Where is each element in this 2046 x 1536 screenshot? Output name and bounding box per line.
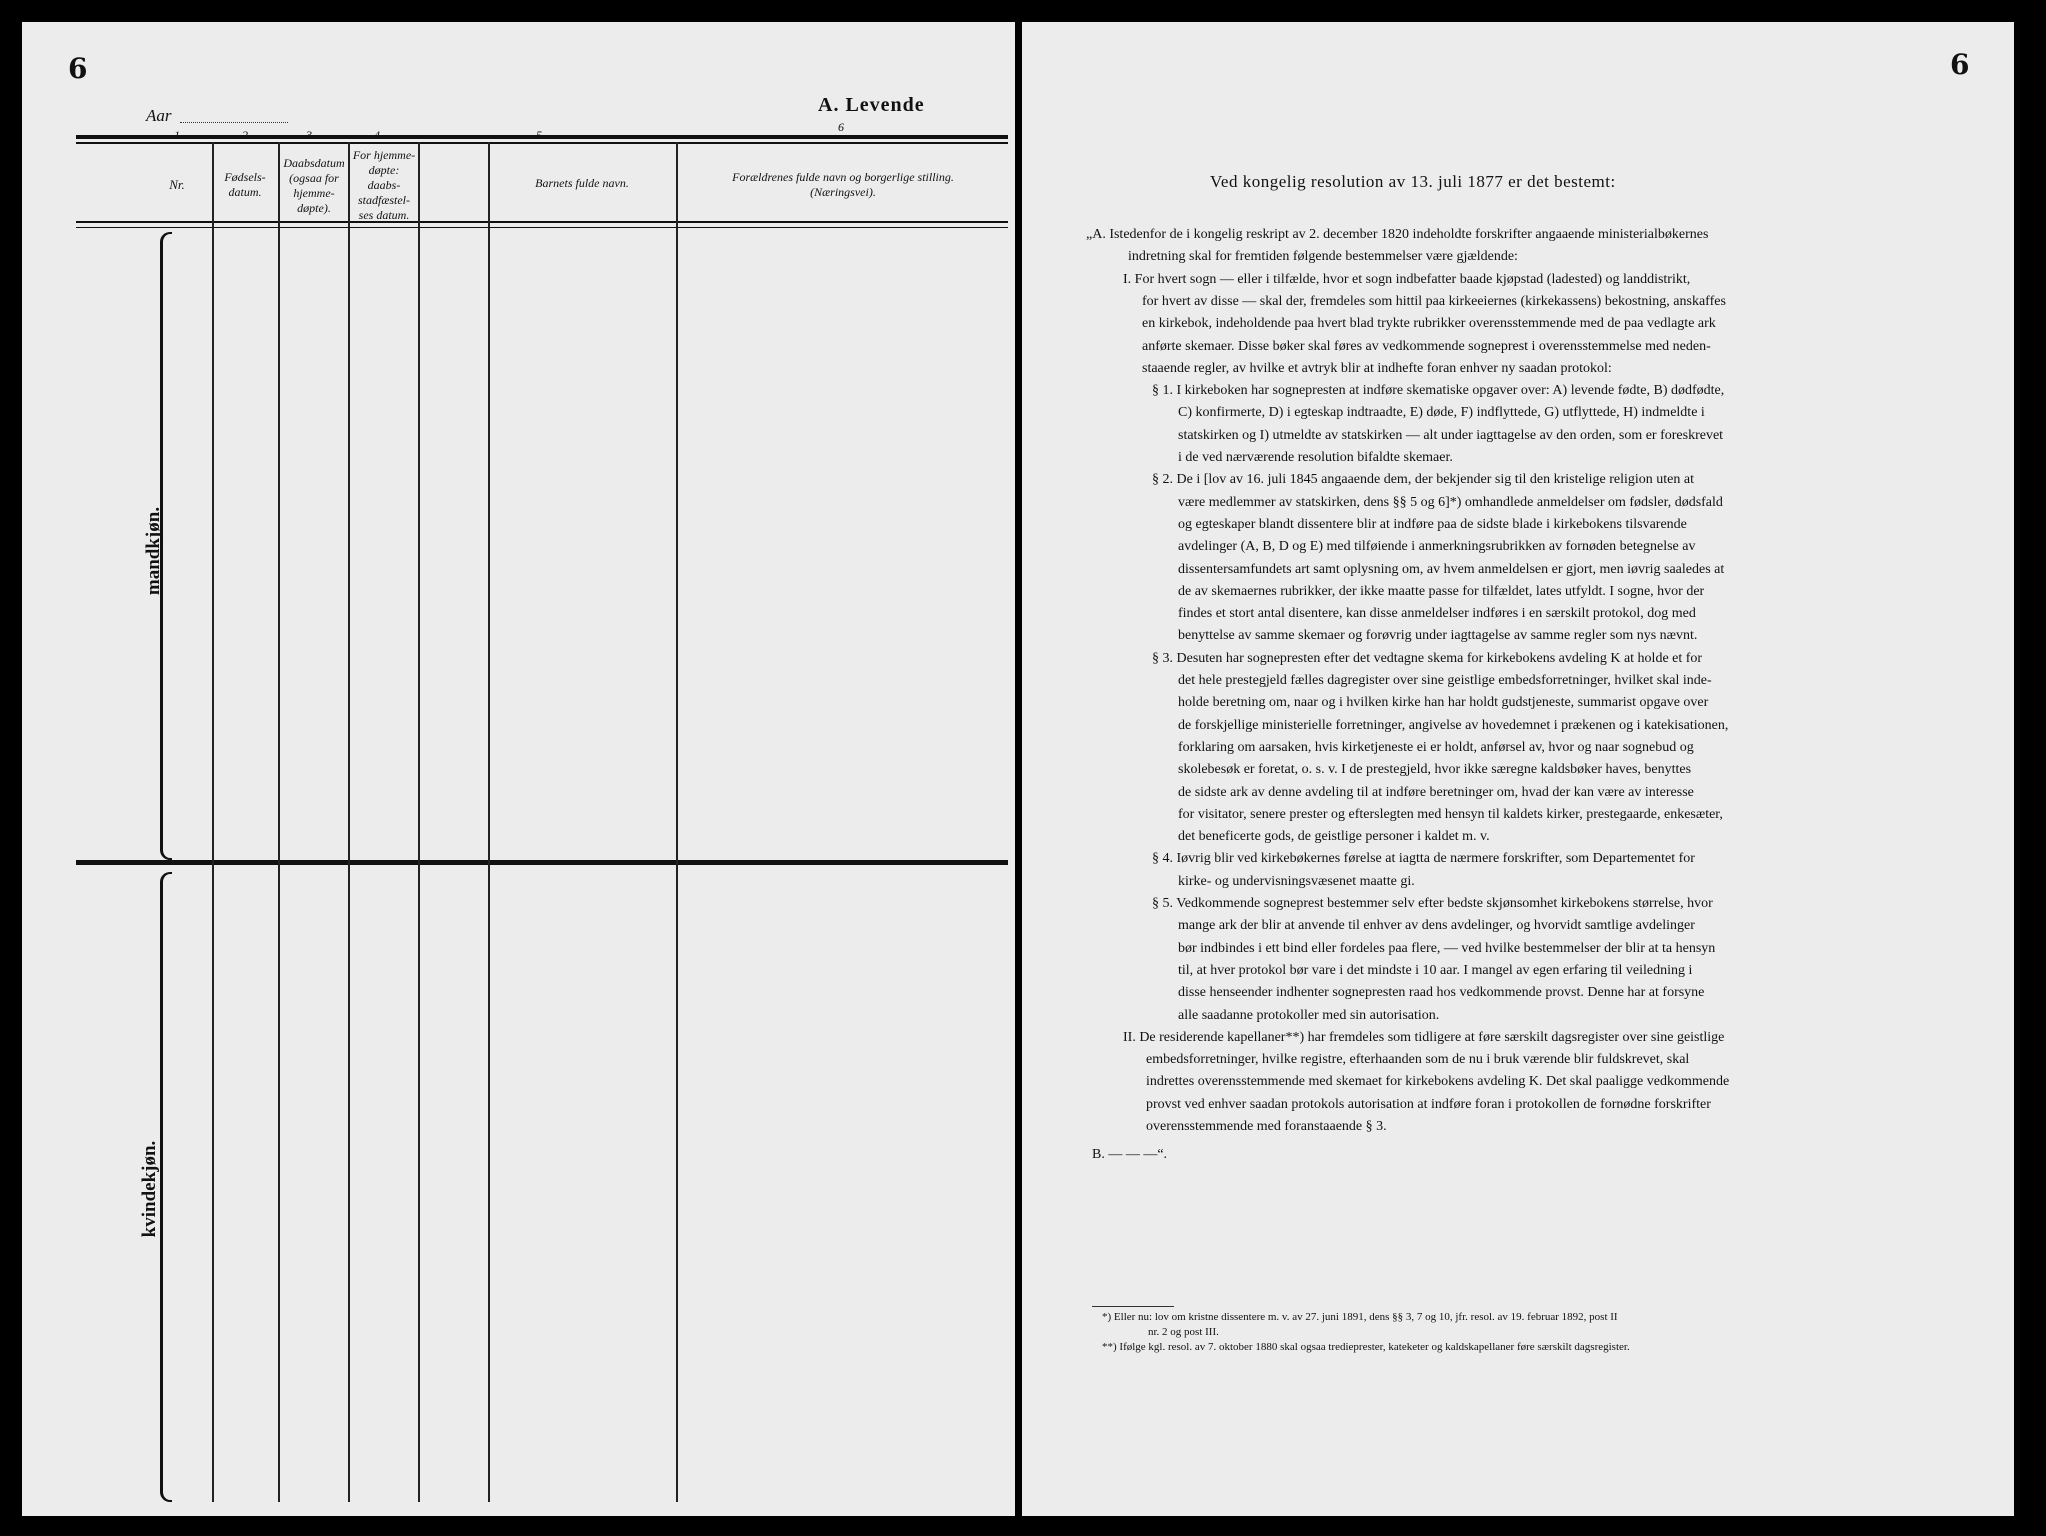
footnote: *) Eller nu: lov om kristne dissentere m. v. av 27. juni 1891, dens §§ 3, 7 og 10, jfr. resol. av 19. februar 1892, post II bbox=[1102, 1311, 1618, 1323]
column-rule bbox=[676, 142, 678, 1502]
header-line: ses datum. bbox=[358, 208, 410, 222]
resolution-line: statskirken og I) utmeldte av statskirken — alt under iagttagelse av den orden, som er foreskrevet bbox=[1178, 427, 1724, 443]
section-title: A. Levende bbox=[818, 94, 925, 116]
resolution-line: disse henseender indhenter sognepresten raad hos vedkommende provst. Denne har at forsyne bbox=[1178, 985, 1705, 1001]
resolution-line: avdelinger (A, B, D og E) med tilføiende i anmerkningsrubrikken av fornøden betegnelse av bbox=[1178, 539, 1696, 555]
header-line: (ogsaa for bbox=[289, 171, 339, 185]
footnote: **) Ifølge kgl. resol. av 7. oktober 1880 skal ogsaa tredieprester, kateketer og kaldskapellaner føre særskilt dagsregister. bbox=[1102, 1341, 1630, 1353]
resolution-line: for hvert av disse — skal der, fremdeles som hittil paa kirkeeiernes (kirkekassens) bekostning, anskaffes bbox=[1142, 293, 1726, 309]
resolution-line: det beneficerte gods, de geistlige personer i kaldet m. v. bbox=[1178, 829, 1490, 845]
header-nr: Nr. bbox=[169, 177, 185, 192]
header-top-rule-2 bbox=[76, 142, 1008, 144]
gender-divider-rule bbox=[76, 860, 1008, 865]
resolution-line: de sidste ark av denne avdeling til at indføre beretninger om, hvad der kan være av interesse bbox=[1178, 784, 1694, 800]
header-fodsels bbox=[214, 170, 276, 200]
resolution-line: det hele prestegjeld fælles dagregister over sine geistlige embedsforretninger, hvilket skal inde- bbox=[1178, 673, 1712, 688]
resolution-line: anførte skemaer. Disse bøker skal føres av vedkommende sogneprest i overensstemmelse med neden- bbox=[1142, 338, 1711, 354]
side-label-male: mandkjøn. bbox=[143, 506, 164, 596]
resolution-line: indretning skal for fremtiden følgende bestemmelser være gjældende: bbox=[1128, 249, 1518, 265]
header-line: døpte). bbox=[297, 201, 331, 215]
resolution-line: provst ved enhver saadan protokols autorisation at indføre foran i protokollen de fornødne forskrifter bbox=[1146, 1096, 1711, 1112]
resolution-line: de av skemaernes rubrikker, der ikke maatte passe for tilfældet, lates utfyldt. I sogne, hvor der bbox=[1178, 583, 1705, 599]
header-bottom-rule-2 bbox=[76, 227, 1008, 228]
header-barnets: Barnets fulde navn. bbox=[535, 176, 629, 190]
header-daabs bbox=[280, 156, 348, 216]
resolution-line: mange ark der blir at anvende til enhver av dens avdelinger, og hvorvidt samtlige avdelinger bbox=[1178, 918, 1695, 934]
right-page-number: 6 bbox=[1950, 48, 1970, 81]
column-rule bbox=[278, 142, 280, 1502]
resolution-line: I. For hvert sogn — eller i tilfælde, hvor et sogn indbefatter baade kjøpstad (ladested) og landdistrikt, bbox=[1123, 271, 1691, 287]
resolution-line: II. De residerende kapellaner**) har fremdeles som tidligere at føre særskilt dagsregister over sine geistlige bbox=[1123, 1029, 1725, 1045]
resolution-line: alle saadanne protokoller med sin autorisation. bbox=[1178, 1007, 1440, 1023]
header-line: Fødsels- bbox=[224, 170, 266, 184]
resolution-line: findes et stort antal disentere, kan disse anmeldelser indføres i en særskilt protokol, dog med bbox=[1178, 606, 1696, 622]
header-line: Daabsdatum bbox=[283, 156, 345, 170]
resolution-line: § 1. I kirkeboken har sognepresten at indføre skematiske opgaver over: A) levende fødte, B) dødfødte, bbox=[1152, 383, 1725, 399]
resolution-line: bør indbindes i ett bind eller fordeles paa flere, — ved hvilke bestemmelser der blir at ta hensyn bbox=[1178, 940, 1716, 956]
resolution-line: en kirkebok, indeholdende paa hvert blad trykte rubrikker overensstemmende med de paa vedlagte ark bbox=[1142, 316, 1716, 332]
resolution-line: C) konfirmerte, D) i egteskap indtraadte, E) døde, F) indflyttede, G) utflyttede, H) indmeldte i bbox=[1178, 405, 1705, 421]
resolution-line: forklaring om aarsaken, hvis kirketjeneste ei er holdt, anførsel av, hvor og naar sognebud og bbox=[1178, 739, 1694, 755]
resolution-line: for visitator, senere prester og efterslegten med hensyn til kaldets kirker, prestegaarde, enkesæter, bbox=[1178, 806, 1723, 822]
column-rule bbox=[348, 142, 350, 1502]
resolution-line: B. — — —“. bbox=[1092, 1147, 1168, 1162]
resolution-line: staaende regler, av hvilke et avtryk blir at indhefte foran enhver ny saadan protokol: bbox=[1142, 360, 1612, 376]
header-line: stadfæstel- bbox=[357, 193, 410, 207]
resolution-line: holde beretning om, naar og i hvilken kirke han har holdt gudstjeneste, summarist opgave over bbox=[1178, 695, 1709, 711]
resolution-line: § 4. Iøvrig blir ved kirkebøkernes førelse at iagtta de nærmere forskrifter, som Departementet for bbox=[1152, 851, 1695, 867]
resolution-line: i de ved nærværende resolution bifaldte skemaer. bbox=[1178, 450, 1453, 465]
side-label-female: kvindekjøn. bbox=[139, 1140, 160, 1238]
resolution-line: § 2. De i [lov av 16. juli 1845 angaaende dem, der bekjender sig til den kristelige religion uten at bbox=[1152, 472, 1694, 488]
resolution-line: og egteskaper blandt dissentere blir at indføre paa de sidste blade i kirkebokens tilsvarende bbox=[1178, 516, 1687, 532]
left-page bbox=[22, 22, 1015, 1516]
header-foraeldrenes bbox=[678, 170, 1008, 200]
resolution-line: de forskjellige ministerielle forretninger, angivelse av hovedemnet i prækenen og i katekisationen, bbox=[1178, 717, 1729, 733]
header-line: hjemme- bbox=[293, 186, 335, 200]
header-line: For hjemme- bbox=[352, 148, 416, 162]
header-hjemme bbox=[350, 148, 418, 223]
resolution-line: § 5. Vedkommende sogneprest bestemmer selv efter bedste skjønsomhet kirkebokens størrelse, hvor bbox=[1152, 896, 1713, 911]
header-top-rule bbox=[76, 135, 1008, 139]
resolution-line: til, at hver protokol bør vare i det mindste i 10 aar. I mangel av egen erfaring til veiledning i bbox=[1178, 962, 1693, 978]
header-line: (Næringsvei). bbox=[810, 185, 876, 199]
resolution-line: embedsforretninger, hvilke registre, efterhaanden som de nu i bruk værende blir fuldskrevet, skal bbox=[1146, 1052, 1690, 1068]
resolution-heading: Ved kongelig resolution av 13. juli 1877 er det bestemt: bbox=[1210, 172, 1616, 191]
resolution-line: benyttelse av samme skemaer og forøvrig under iagttagelse av samme regler som nys nævnt. bbox=[1178, 628, 1698, 644]
right-page bbox=[1022, 22, 2014, 1516]
header-line: daabs- bbox=[367, 178, 401, 192]
resolution-line: indrettes overensstemmende med skemaet for kirkebokens avdeling K. Det skal paaligge vedkommende bbox=[1146, 1074, 1730, 1090]
column-number: 6 bbox=[838, 120, 844, 134]
column-rule bbox=[488, 142, 490, 1502]
female-brace bbox=[160, 872, 172, 1502]
left-page-number: 6 bbox=[68, 52, 88, 85]
header-bottom-rule bbox=[76, 221, 1008, 223]
column-rule bbox=[418, 142, 420, 1502]
header-line: Forældrenes fulde navn og borgerlige stilling. bbox=[732, 170, 954, 184]
footnote-rule bbox=[1092, 1306, 1174, 1307]
resolution-line: § 3. Desuten har sognepresten efter det vedtagne skema for kirkebokens avdeling K at holde et for bbox=[1152, 650, 1703, 666]
column-rule bbox=[212, 142, 214, 1502]
year-label: Aar bbox=[146, 106, 172, 125]
resolution-line: „A. Istedenfor de i kongelig reskript av 2. december 1820 indeholdte forskrifter angaaende ministerialbøkernes bbox=[1086, 227, 1709, 242]
resolution-line: være medlemmer av statskirken, dens §§ 5 og 6]*) omhandlede anmeldelser om fødsler, dødsfald bbox=[1178, 494, 1723, 510]
resolution-line: overensstemmende med foranstaaende § 3. bbox=[1146, 1119, 1387, 1134]
header-line: døpte: bbox=[368, 163, 400, 177]
resolution-line: dissentersamfundets art samt oplysning om, av hvem anmeldelsen er gjort, men iøvrig saaledes at bbox=[1178, 561, 1725, 577]
header-line: datum. bbox=[228, 185, 262, 199]
resolution-line: skolebesøk er foretat, o. s. v. I de prestegjeld, hvor ikke særegne kaldsbøker haves, benyttes bbox=[1178, 762, 1692, 778]
year-field[interactable] bbox=[180, 122, 288, 123]
footnote: nr. 2 og post III. bbox=[1148, 1326, 1219, 1338]
resolution-line: kirke- og undervisningsvæsenet maatte gi. bbox=[1178, 873, 1415, 889]
